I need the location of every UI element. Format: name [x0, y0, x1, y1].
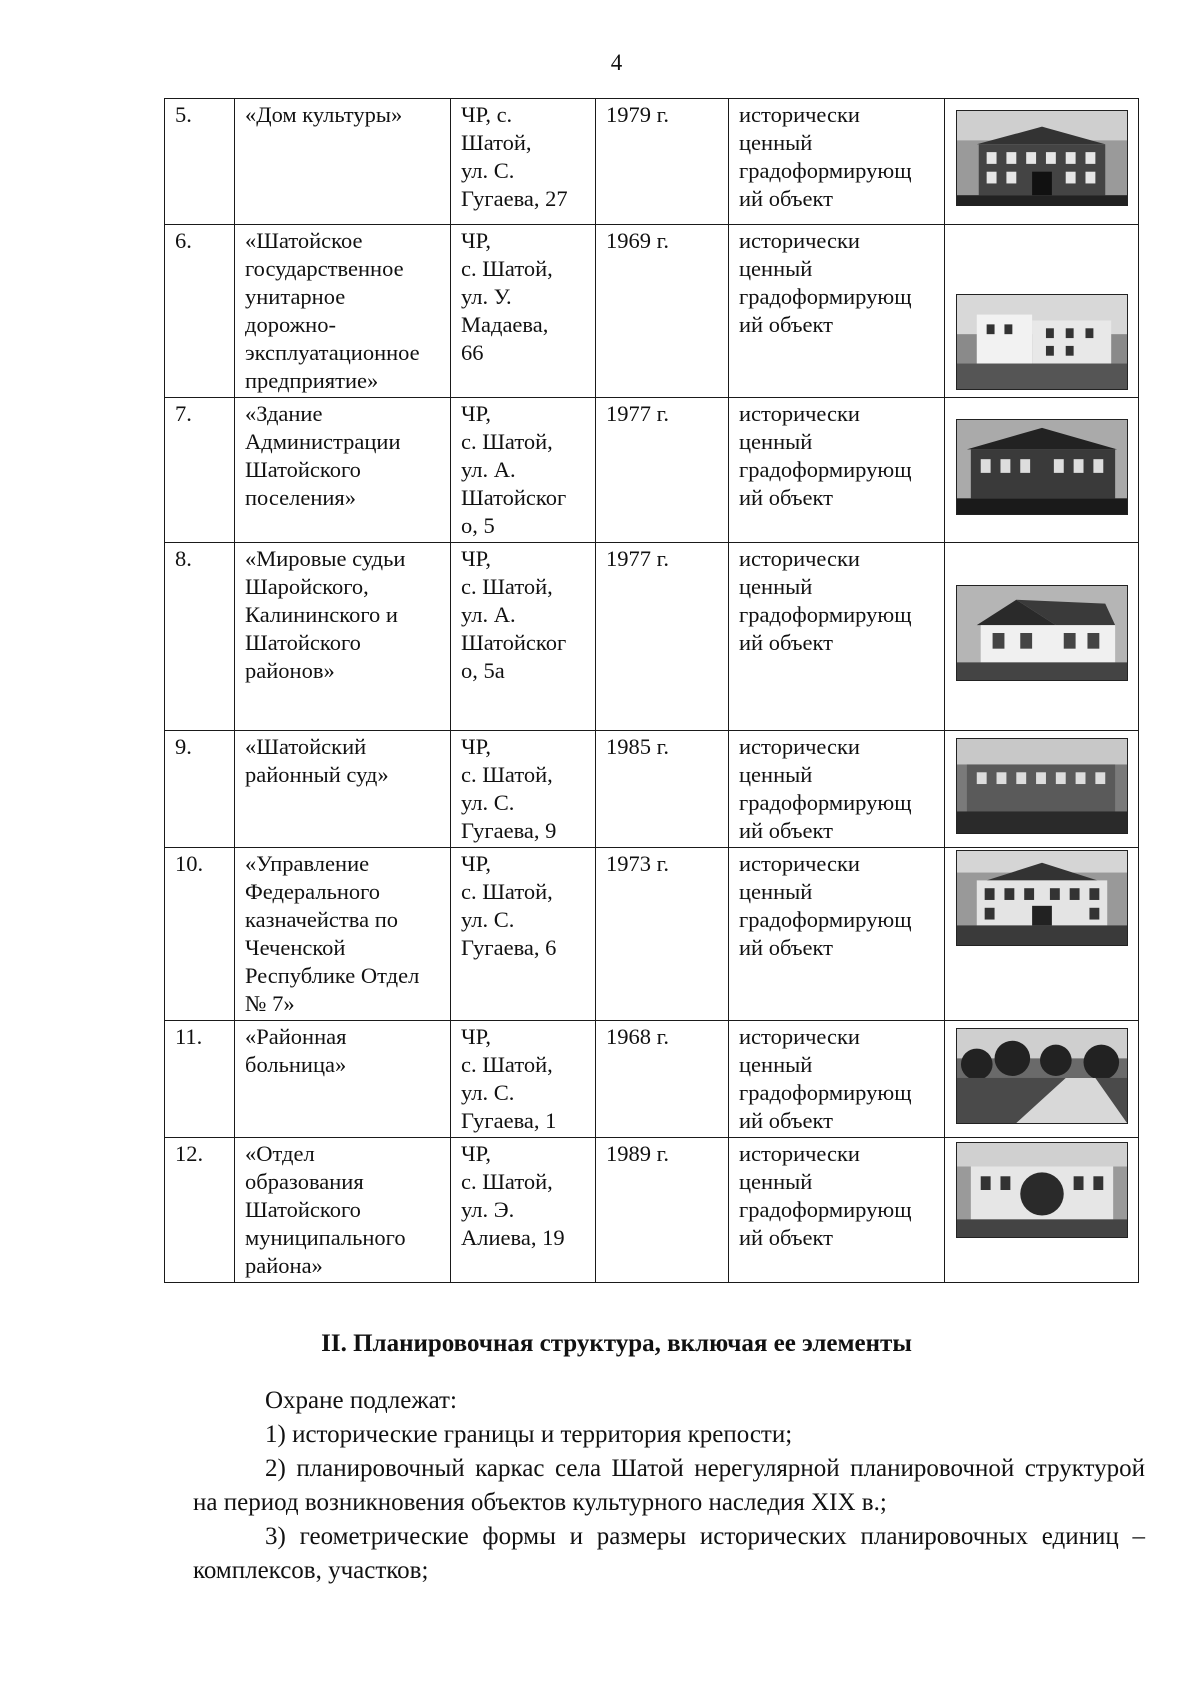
object-category: исторически ценный градоформирующ ий объект [739, 1024, 912, 1133]
object-name: «Шатойский районный суд» [245, 734, 389, 787]
row-number: 8. [175, 546, 192, 571]
object-name: «Отдел образования Шатойского муниципального района» [245, 1141, 406, 1278]
object-category: исторически ценный градоформирующ ий объект [739, 102, 912, 211]
year-cell [596, 1021, 729, 1138]
object-category: исторически ценный градоформирующ ий объект [739, 401, 912, 510]
object-name-cell [235, 225, 451, 398]
object-name-cell [235, 398, 451, 543]
object-address: ЧР, с. Шатой, ул. А. Шатойског о, 5 [461, 401, 567, 538]
row-number-cell [165, 225, 235, 398]
object-name: «Здание Администрации Шатойского поселения» [245, 401, 401, 510]
row-number: 6. [175, 228, 192, 253]
object-year: 1979 г. [606, 102, 669, 127]
object-address: ЧР, с. Шатой, ул. С. Гугаева, 27 [461, 102, 568, 211]
row-number: 12. [175, 1141, 204, 1166]
year-cell [596, 543, 729, 731]
building-photo [956, 419, 1128, 515]
category-cell [729, 398, 945, 543]
address-cell [451, 731, 596, 848]
year-cell [596, 398, 729, 543]
object-name: «Шатойское государственное унитарное дорожно- эксплуатационное предприятие» [245, 228, 420, 393]
row-number-cell [165, 543, 235, 731]
object-year: 1985 г. [606, 734, 669, 759]
photo-cell [945, 543, 1139, 731]
row-number: 5. [175, 102, 192, 127]
section-body [193, 1384, 1145, 1588]
category-cell [729, 731, 945, 848]
year-cell [596, 731, 729, 848]
category-cell [729, 225, 945, 398]
row-number: 11. [175, 1024, 203, 1049]
object-address: ЧР, с. Шатой, ул. А. Шатойског о, 5а [461, 546, 567, 683]
building-photo [956, 585, 1128, 681]
building-photo [956, 738, 1128, 834]
object-name-cell [235, 848, 451, 1021]
object-year: 1969 г. [606, 228, 669, 253]
year-cell [596, 1138, 729, 1283]
row-number: 10. [175, 851, 204, 876]
object-name-cell [235, 1138, 451, 1283]
category-cell [729, 543, 945, 731]
object-name-cell [235, 543, 451, 731]
table-row [165, 225, 1139, 398]
row-number-cell [165, 1138, 235, 1283]
object-name: «Районная больница» [245, 1024, 347, 1077]
table-row [165, 99, 1139, 225]
row-number: 7. [175, 401, 192, 426]
year-cell [596, 225, 729, 398]
row-number: 9. [175, 734, 192, 759]
row-number-cell [165, 99, 235, 225]
object-year: 1977 г. [606, 546, 669, 571]
object-name-cell [235, 731, 451, 848]
address-cell [451, 398, 596, 543]
photo-cell [945, 398, 1139, 543]
object-category: исторически ценный градоформирующ ий объект [739, 734, 912, 843]
table-row [165, 1021, 1139, 1138]
building-photo [956, 1142, 1128, 1238]
photo-cell [945, 848, 1139, 1021]
table-row [165, 1138, 1139, 1283]
row-number-cell [165, 731, 235, 848]
address-cell [451, 543, 596, 731]
category-cell [729, 99, 945, 225]
row-number-cell [165, 1021, 235, 1138]
photo-cell [945, 1021, 1139, 1138]
list-item: 2) планировочный каркас села Шатой нерегулярной планировочной структурой на период возникновения объектов культурного наследия XIX в.; [193, 1455, 1145, 1516]
table-row [165, 848, 1139, 1021]
category-cell [729, 848, 945, 1021]
address-cell [451, 1138, 596, 1283]
address-cell [451, 99, 596, 225]
object-year: 1973 г. [606, 851, 669, 876]
object-category: исторически ценный градоформирующ ий объект [739, 546, 912, 655]
address-cell [451, 1021, 596, 1138]
object-address: ЧР, с. Шатой, ул. С. Гугаева, 6 [461, 851, 557, 960]
address-cell [451, 848, 596, 1021]
list-item: 1) исторические границы и территория крепости; [265, 1421, 793, 1448]
building-photo [956, 1028, 1128, 1124]
photo-cell [945, 1138, 1139, 1283]
table-row [165, 543, 1139, 731]
object-year: 1968 г. [606, 1024, 669, 1049]
object-year: 1989 г. [606, 1141, 669, 1166]
year-cell [596, 848, 729, 1021]
photo-cell [945, 99, 1139, 225]
address-cell [451, 225, 596, 398]
photo-cell [945, 225, 1139, 398]
object-address: ЧР, с. Шатой, ул. С. Гугаева, 1 [461, 1024, 557, 1133]
object-category: исторически ценный градоформирующ ий объект [739, 1141, 912, 1250]
category-cell [729, 1021, 945, 1138]
year-cell [596, 99, 729, 225]
object-name-cell [235, 1021, 451, 1138]
object-category: исторически ценный градоформирующ ий объект [739, 228, 912, 337]
list-item: 3) геометрические формы и размеры исторических планировочных единиц – комплексов, участков; [193, 1523, 1145, 1584]
building-photo [956, 850, 1128, 946]
object-year: 1977 г. [606, 401, 669, 426]
table-row [165, 398, 1139, 543]
photo-cell [945, 731, 1139, 848]
object-category: исторически ценный градоформирующ ий объект [739, 851, 912, 960]
object-name-cell [235, 99, 451, 225]
row-number-cell [165, 398, 235, 543]
page-number: 4 [610, 50, 623, 75]
building-photo [956, 294, 1128, 390]
object-name: «Мировые судьи Шаройского, Калининского и Шатойского районов» [245, 546, 406, 683]
object-address: ЧР, с. Шатой, ул. С. Гугаева, 9 [461, 734, 557, 843]
object-address: ЧР, с. Шатой, ул. Э. Алиева, 19 [461, 1141, 565, 1250]
building-photo [956, 110, 1128, 206]
row-number-cell [165, 848, 235, 1021]
table-row [165, 731, 1139, 848]
intro-paragraph: Охране подлежат: [265, 1387, 457, 1414]
object-name: «Управление Федерального казначейства по Чеченской Республике Отдел № 7» [245, 851, 420, 1016]
section-title: II. Планировочная структура, включая ее элементы [321, 1330, 912, 1357]
object-address: ЧР, с. Шатой, ул. У. Мадаева, 66 [461, 228, 553, 365]
object-name: «Дом культуры» [245, 102, 403, 127]
heritage-objects-table [164, 98, 1139, 1283]
category-cell [729, 1138, 945, 1283]
